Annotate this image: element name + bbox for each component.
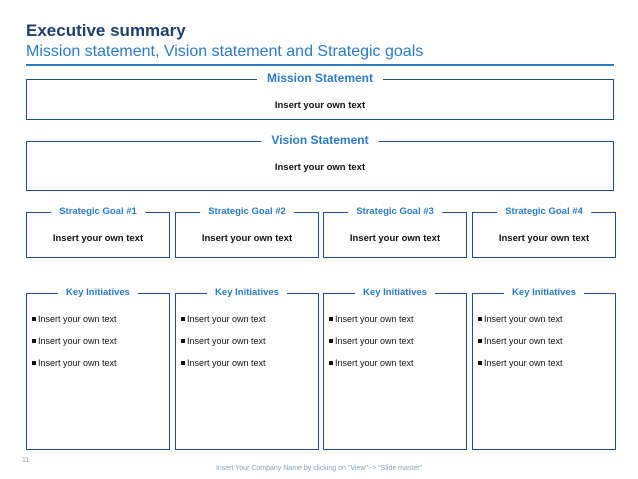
mission-label: Mission Statement: [257, 71, 383, 85]
bullet-icon: [478, 317, 482, 321]
key-initiatives-3-box[interactable]: [323, 287, 467, 450]
key-initiatives-4-list: [478, 314, 563, 380]
key-initiatives-1-label: Key Initiatives: [58, 287, 138, 298]
list-item[interactable]: Insert your own text: [329, 336, 414, 358]
vision-text[interactable]: Insert your own text: [274, 162, 366, 173]
page-subtitle: Mission statement, Vision statement and Strategic goals: [26, 43, 424, 60]
list-item[interactable]: Insert your own text: [32, 358, 117, 380]
key-initiatives-1-list: [32, 314, 117, 380]
key-initiatives-3-label: Key Initiatives: [355, 287, 435, 298]
list-item[interactable]: Insert your own text: [181, 314, 266, 336]
key-initiatives-2-box[interactable]: [175, 287, 319, 450]
footer-text: Insert Your Company Name by clicking on "View" -> "Slide master": [215, 465, 423, 472]
bullet-icon: [329, 317, 333, 321]
bullet-icon: [181, 339, 185, 343]
key-initiatives-3-list: [329, 314, 414, 380]
key-initiatives-2-list: [181, 314, 266, 380]
vision-box[interactable]: [26, 133, 614, 191]
bullet-icon: [181, 317, 185, 321]
page-title: Executive summary: [26, 21, 186, 40]
key-initiatives-1-box[interactable]: [26, 287, 170, 450]
vision-label: Vision Statement: [261, 133, 378, 147]
mission-box[interactable]: [26, 71, 614, 120]
list-item[interactable]: Insert your own text: [181, 358, 266, 380]
bullet-icon: [478, 361, 482, 365]
list-item[interactable]: Insert your own text: [478, 358, 563, 380]
key-initiatives-2-label: Key Initiatives: [207, 287, 287, 298]
strategic-goal-4-label: Strategic Goal #4: [497, 206, 591, 217]
list-item[interactable]: Insert your own text: [329, 358, 414, 380]
list-item[interactable]: Insert your own text: [329, 314, 414, 336]
key-initiatives-4-label: Key Initiatives: [504, 287, 584, 298]
list-item[interactable]: Insert your own text: [181, 336, 266, 358]
key-initiatives-4-box[interactable]: [472, 287, 616, 450]
page-number: 11: [22, 457, 30, 464]
bullet-icon: [32, 317, 36, 321]
strategic-goal-4-text[interactable]: Insert your own text: [498, 233, 590, 244]
bullet-icon: [329, 339, 333, 343]
strategic-goal-1-text[interactable]: Insert your own text: [52, 233, 144, 244]
strategic-goal-3-box[interactable]: [323, 206, 467, 258]
title-divider: [26, 64, 614, 66]
strategic-goal-4-box[interactable]: [472, 206, 616, 258]
bullet-icon: [32, 339, 36, 343]
strategic-goal-3-label: Strategic Goal #3: [348, 206, 442, 217]
strategic-goal-2-label: Strategic Goal #2: [200, 206, 294, 217]
mission-text[interactable]: Insert your own text: [274, 100, 366, 111]
list-item[interactable]: Insert your own text: [478, 314, 563, 336]
strategic-goal-3-text[interactable]: Insert your own text: [349, 233, 441, 244]
bullet-icon: [478, 339, 482, 343]
list-item[interactable]: Insert your own text: [478, 336, 563, 358]
strategic-goal-1-box[interactable]: [26, 206, 170, 258]
bullet-icon: [181, 361, 185, 365]
bullet-icon: [32, 361, 36, 365]
strategic-goal-2-text[interactable]: Insert your own text: [201, 233, 293, 244]
list-item[interactable]: Insert your own text: [32, 336, 117, 358]
bullet-icon: [329, 361, 333, 365]
strategic-goal-2-box[interactable]: [175, 206, 319, 258]
strategic-goal-1-label: Strategic Goal #1: [51, 206, 145, 217]
list-item[interactable]: Insert your own text: [32, 314, 117, 336]
